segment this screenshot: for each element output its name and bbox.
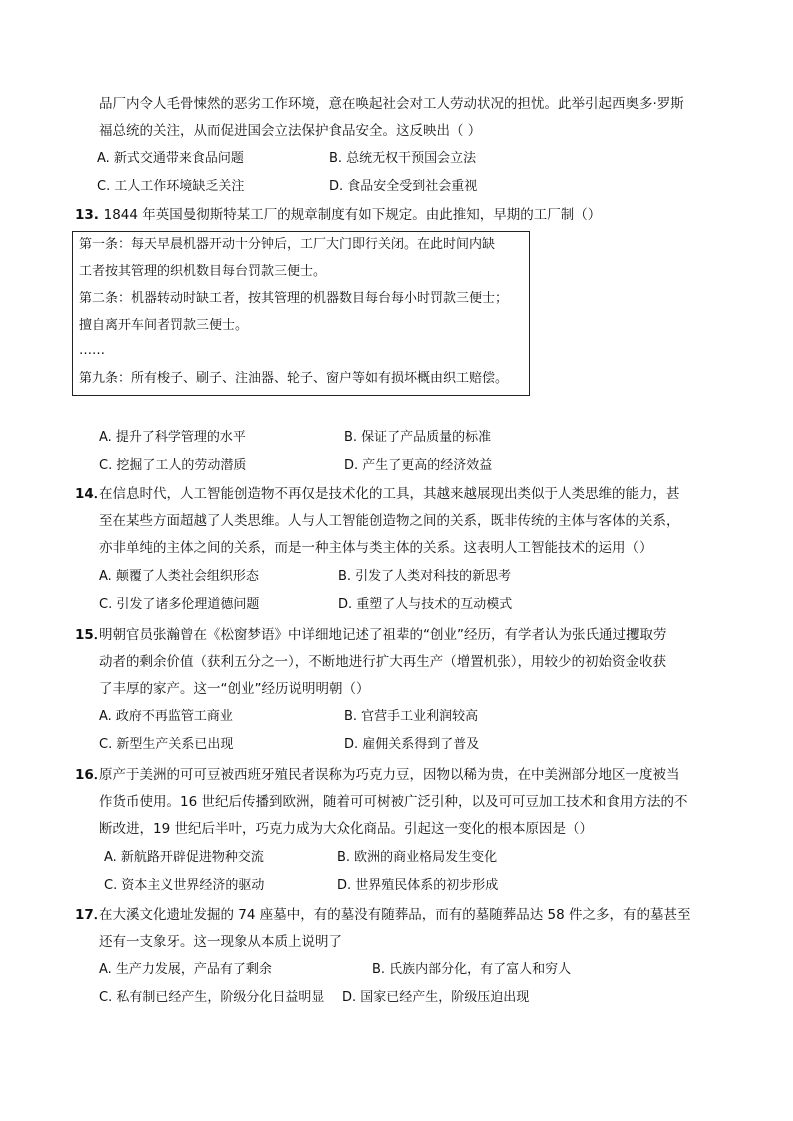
q16-stem-line-2: 作货币使用。16 世纪后传播到欧洲，随着可可树被广泛引种，以及可可豆加工技术和食用方法的不 <box>99 794 688 810</box>
q14-stem-line-2: 至在某些方面超越了人类思维。人与人工智能创造物之间的关系，既非传统的主体与客体的关系， <box>99 513 680 529</box>
q14-option-d: D. 重塑了人与技术的互动模式 <box>338 597 513 612</box>
q14-option-c: C. 引发了诸多伦理道德问题 <box>99 597 260 612</box>
q15-option-d: D. 雇佣关系得到了普及 <box>344 737 480 752</box>
q17-option-c: C. 私有制已经产生，阶级分化日益明显 <box>99 990 325 1005</box>
q15-option-a: A. 政府不再监管工商业 <box>99 709 233 724</box>
q15-option-c: C. 新型生产关系已出现 <box>99 737 234 752</box>
q13-rule-line-2: 工者按其管理的织机数目每台罚款三便士。 <box>79 264 327 279</box>
q16-option-d: D. 世界殖民体系的初步形成 <box>337 878 499 893</box>
q17-option-a: A. 生产力发展，产品有了剩余 <box>99 962 272 977</box>
q12-option-d: D. 食品安全受到社会重视 <box>329 179 478 194</box>
q16-stem-line-1: 原产于美洲的可可豆被西班牙殖民者误称为巧克力豆，因物以稀为贵，在中美洲部分地区一度被当 <box>99 767 680 783</box>
q15-number-text: 15． <box>75 627 108 643</box>
q17-stem-line-1: 在大溪文化遗址发掘的 74 座墓中，有的墓没有随葬品，而有的墓随葬品达 58 件之多，有的墓甚至 <box>99 907 691 923</box>
q14-number-text: 14． <box>75 486 108 502</box>
q12-option-c: C. 工人工作环境缺乏关注 <box>97 179 245 194</box>
q14-option-b: B. 引发了人类对科技的新思考 <box>338 569 512 584</box>
q13-rule-line-4: 擅自离开车间者罚款三便士。 <box>79 318 249 333</box>
q16-option-a: A. 新航路开辟促进物种交流 <box>104 850 264 865</box>
q13-option-d: D. 产生了更高的经济效益 <box>344 458 493 473</box>
q16-option-b: B. 欧洲的商业格局发生变化 <box>337 850 498 865</box>
q14-stem-line-3: 亦非单纯的主体之间的关系，而是一种主体与类主体的关系。这表明人工智能技术的运用（） <box>99 540 653 556</box>
q17-stem-line-2: 还有一支象牙。这一现象从本质上说明了 <box>99 934 342 950</box>
q13-stem: 13. 1844 年英国曼彻斯特某工厂的规章制度有如下规定。由此推知，早期的工厂制（） <box>75 207 602 223</box>
q14-stem-line-1: 在信息时代，人工智能创造物不再仅是技术化的工具，其越来越展现出类似于人类思维的能力，甚 <box>99 486 680 502</box>
q12-option-a: A. 新式交通带来食品问题 <box>97 151 244 166</box>
q15-stem-line-1: 明朝官员张瀚曾在《松窗梦语》中详细地记述了祖辈的“创业”经历，有学者认为张氏通过攫取劳 <box>99 627 667 643</box>
q13-number: 13. <box>75 207 104 223</box>
q15-stem-line-3: 了丰厚的家产。这一“创业”经历说明明朝（） <box>99 681 370 697</box>
q15-stem-line-2: 动者的剩余价值（获利五分之一），不断地进行扩大再生产（增置机张），用较少的初始资金收获 <box>99 654 666 670</box>
q17-option-d: D. 国家已经产生，阶级压迫出现 <box>342 990 530 1005</box>
q16-stem-line-3: 断改进，19 世纪后半叶，巧克力成为大众化商品。引起这一变化的根本原因是（） <box>99 821 593 837</box>
q12-option-b: B. 总统无权干预国会立法 <box>329 151 477 166</box>
q13-option-b: B. 保证了产品质量的标准 <box>344 430 492 445</box>
q17-number-text: 17． <box>75 907 108 923</box>
q13-rule-line-1: 第一条：每天早晨机器开动十分钟后，工厂大门即行关闭。在此时间内缺 <box>79 237 496 252</box>
q16-option-c: C. 资本主义世界经济的驱动 <box>104 878 265 893</box>
q13-rule-line-3: 第二条：机器转动时缺工者，按其管理的机器数目每台每小时罚款三便士； <box>79 291 509 306</box>
q17-option-b: B. 氏族内部分化，有了富人和穷人 <box>372 962 572 977</box>
q15-option-b: B. 官营手工业利润较高 <box>344 709 479 724</box>
q16-number-text: 16． <box>75 767 108 783</box>
q13-option-c: C. 挖掘了工人的劳动潜质 <box>99 458 247 473</box>
q12-stem-line-1: 品厂内令人毛骨悚然的恶劣工作环境，意在唤起社会对工人劳动状况的担忧。此举引起西奥多·罗斯 <box>99 96 684 112</box>
q14-option-a: A. 颠覆了人类社会组织形态 <box>99 569 259 584</box>
q13-rule-line-5: …… <box>79 343 105 358</box>
q13-rules-box <box>72 231 530 396</box>
q12-stem-line-2: 福总统的关注，从而促进国会立法保护食品安全。这反映出（ ） <box>99 123 482 139</box>
q13-rule-line-6: 第九条：所有梭子、刷子、注油器、轮子、窗户等如有损坏概由织工赔偿。 <box>79 371 509 386</box>
q13-option-a: A. 提升了科学管理的水平 <box>99 430 246 445</box>
